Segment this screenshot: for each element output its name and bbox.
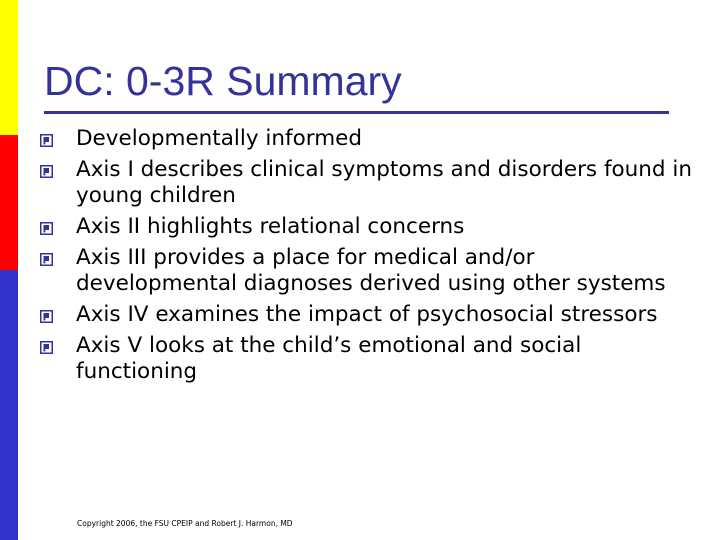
accent-bar-blue <box>0 270 18 540</box>
title-underline <box>44 111 669 114</box>
bullet-item <box>40 333 700 385</box>
square-p-bullet-icon <box>40 333 76 359</box>
bullet-list <box>40 126 700 390</box>
accent-bar-yellow <box>0 0 18 135</box>
square-p-bullet-icon <box>40 214 76 240</box>
bullet-item <box>40 157 700 209</box>
bullet-text: Axis IV examines the impact of psychosocial stressors <box>76 302 658 327</box>
bullet-text: Developmentally informed <box>76 126 363 151</box>
bullet-item <box>40 214 700 240</box>
bullet-text: Axis III provides a place for medical and/or developmental diagnoses derived using other systems <box>76 245 666 296</box>
bullet-item <box>40 126 700 152</box>
bullet-text: Axis II highlights relational concerns <box>76 214 465 239</box>
bullet-text: Axis I describes clinical symptoms and disorders found in young children <box>76 157 693 208</box>
copyright-footer: Copyright 2006, the FSU CPEIP and Robert J. Harmon, MD <box>77 519 293 528</box>
slide-title: DC: 0-3R Summary <box>44 58 402 104</box>
square-p-bullet-icon <box>40 302 76 328</box>
bullet-item <box>40 245 700 297</box>
square-p-bullet-icon <box>40 245 76 271</box>
square-p-bullet-icon <box>40 157 76 183</box>
square-p-bullet-icon <box>40 126 76 152</box>
accent-bar-red <box>0 135 18 270</box>
bullet-item <box>40 302 700 328</box>
bullet-text: Axis V looks at the child’s emotional and social functioning <box>76 333 582 384</box>
